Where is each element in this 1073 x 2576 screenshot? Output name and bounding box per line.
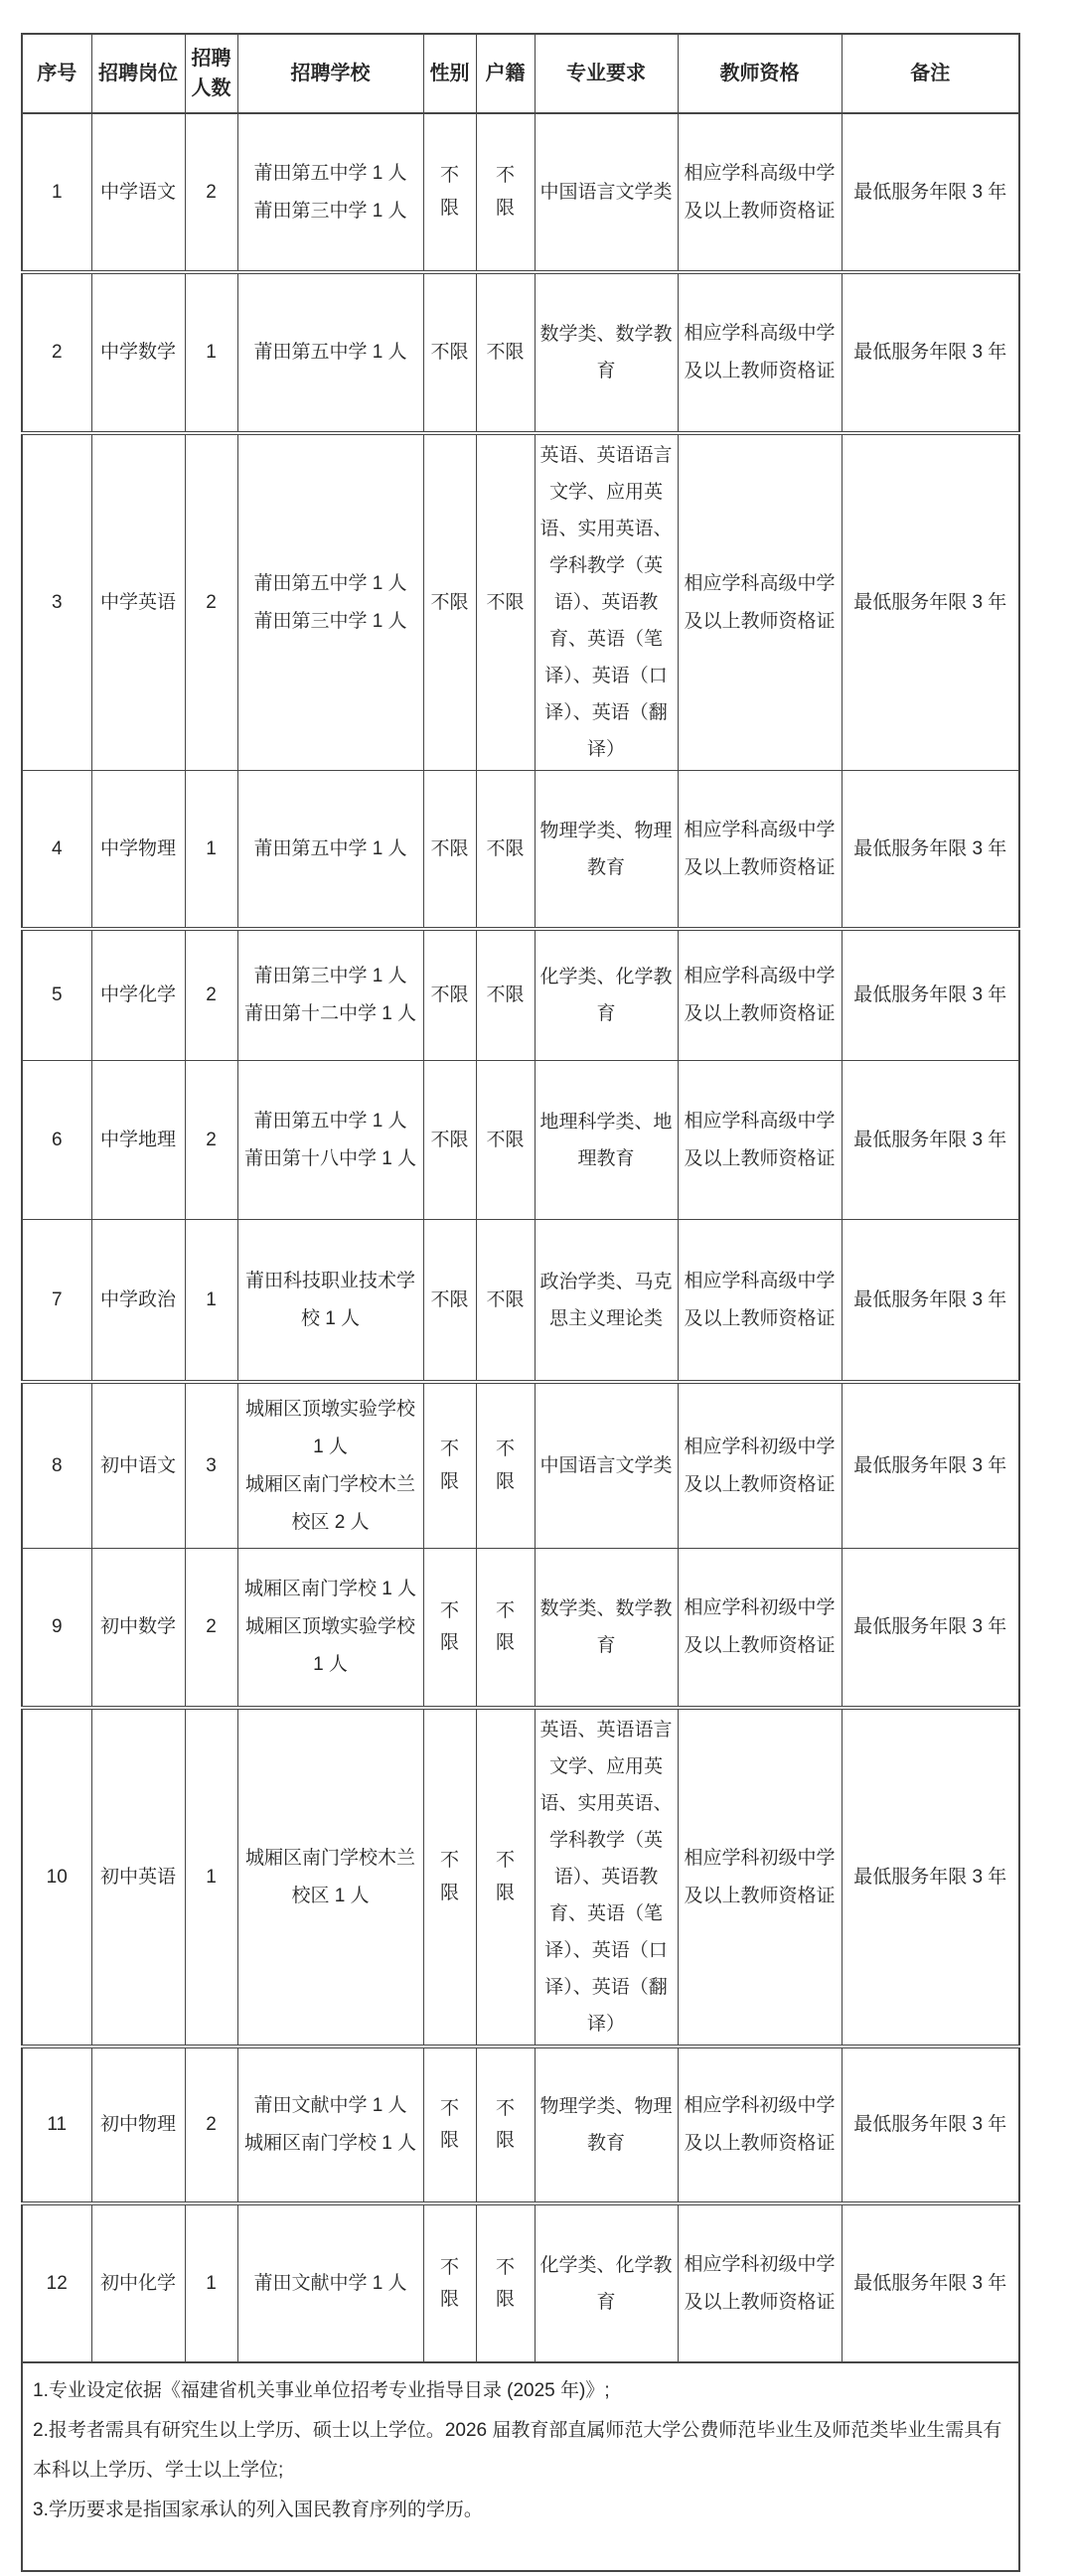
school-line: 莆田文献中学 1 人 xyxy=(253,2272,407,2294)
cell-position: 中学化学 xyxy=(91,929,185,1061)
cell-count: 2 xyxy=(185,1061,237,1220)
cell-schools xyxy=(237,1549,423,1708)
cell-no: 3 xyxy=(22,433,91,771)
table-row xyxy=(22,1382,1019,1549)
cell-schools xyxy=(237,1220,423,1382)
cell-qualification: 相应学科高级中学及以上教师资格证 xyxy=(678,113,842,272)
cell-no: 10 xyxy=(22,1708,91,2046)
cell-note: 最低服务年限 3 年 xyxy=(842,433,1019,771)
school-line: 城厢区顶墩实验学校 1 人 xyxy=(244,1616,415,1676)
footnote-3: 3.学历要求是指国家承认的列入国民教育序列的学历。 xyxy=(33,2500,483,2521)
gender-value: 不限 xyxy=(439,2098,459,2152)
cell-qualification: 相应学科初级中学及以上教师资格证 xyxy=(678,2203,842,2362)
table-row xyxy=(22,1549,1019,1708)
table-row xyxy=(22,929,1019,1061)
cell-note: 最低服务年限 3 年 xyxy=(842,771,1019,929)
column-header-no: 序号 xyxy=(22,34,91,113)
cell-position: 初中物理 xyxy=(91,2046,185,2203)
cell-gender: 不限 xyxy=(423,929,476,1061)
cell-major: 物理学类、物理教育 xyxy=(535,2046,678,2203)
cell-position: 初中数学 xyxy=(91,1549,185,1708)
cell-qualification: 相应学科初级中学及以上教师资格证 xyxy=(678,1382,842,1549)
column-header-gender: 性别 xyxy=(423,34,476,113)
cell-qualification: 相应学科高级中学及以上教师资格证 xyxy=(678,1061,842,1220)
cell-qualification: 相应学科高级中学及以上教师资格证 xyxy=(678,771,842,929)
cell-residence: 不限 xyxy=(476,272,535,433)
cell-note: 最低服务年限 3 年 xyxy=(842,1382,1019,1549)
cell-count: 1 xyxy=(185,272,237,433)
cell-note: 最低服务年限 3 年 xyxy=(842,1708,1019,2046)
gender-value: 不限 xyxy=(439,2256,459,2310)
cell-note: 最低服务年限 3 年 xyxy=(842,1061,1019,1220)
school-line: 城厢区顶墩实验学校 1 人 xyxy=(244,1398,415,1457)
cell-residence: 不限 xyxy=(476,1220,535,1382)
cell-major: 数学类、数学教育 xyxy=(535,1549,678,1708)
cell-major: 中国语言文学类 xyxy=(535,1382,678,1549)
school-line: 莆田第十八中学 1 人 xyxy=(243,1147,417,1169)
cell-position: 初中语文 xyxy=(91,1382,185,1549)
footnote-2: 2.报考者需具有研究生以上学历、硕士以上学位。2026 届教育部直属师范大学公费师范毕业生及师范类毕业生需具有本科以上学历、学士以上学位; xyxy=(33,2420,1002,2482)
cell-position: 中学政治 xyxy=(91,1220,185,1382)
cell-schools xyxy=(237,1382,423,1549)
cell-residence xyxy=(476,1382,535,1549)
cell-no: 6 xyxy=(22,1061,91,1220)
table-row xyxy=(22,272,1019,433)
recruitment-table xyxy=(21,33,1020,2572)
cell-residence xyxy=(476,2203,535,2362)
cell-no: 12 xyxy=(22,2203,91,2362)
cell-major: 化学类、化学教育 xyxy=(535,929,678,1061)
cell-no: 7 xyxy=(22,1220,91,1382)
cell-count: 1 xyxy=(185,1708,237,2046)
cell-position: 中学数学 xyxy=(91,272,185,433)
gender-value: 不限 xyxy=(439,1850,459,1903)
cell-gender xyxy=(423,1549,476,1708)
school-line: 莆田文献中学 1 人 xyxy=(253,2095,407,2117)
cell-residence: 不限 xyxy=(476,433,535,771)
table-row xyxy=(22,433,1019,771)
cell-residence xyxy=(476,1549,535,1708)
cell-schools xyxy=(237,1708,423,2046)
cell-gender: 不限 xyxy=(423,433,476,771)
cell-gender: 不限 xyxy=(423,1061,476,1220)
cell-major: 英语、英语语言文学、应用英语、实用英语、学科教学（英语）、英语教育、英语（笔译）、英语（口译）、英语（翻译） xyxy=(535,433,678,771)
cell-qualification: 相应学科初级中学及以上教师资格证 xyxy=(678,2046,842,2203)
school-line: 莆田第五中学 1 人 xyxy=(253,572,407,594)
cell-count: 2 xyxy=(185,433,237,771)
residence-value: 不限 xyxy=(495,1850,515,1903)
school-line: 城厢区南门学校木兰校区 1 人 xyxy=(244,1847,415,1906)
footnotes-cell xyxy=(22,2362,1019,2571)
residence-value: 不限 xyxy=(495,1599,515,1654)
cell-no: 2 xyxy=(22,272,91,433)
footnotes-row xyxy=(22,2362,1019,2571)
cell-no: 5 xyxy=(22,929,91,1061)
school-line: 城厢区南门学校木兰校区 2 人 xyxy=(244,1473,415,1533)
table-row xyxy=(22,2046,1019,2203)
column-header-note: 备注 xyxy=(842,34,1019,113)
cell-qualification: 相应学科高级中学及以上教师资格证 xyxy=(678,433,842,771)
cell-position: 中学物理 xyxy=(91,771,185,929)
cell-major: 数学类、数学教育 xyxy=(535,272,678,433)
cell-count: 1 xyxy=(185,771,237,929)
cell-position: 初中英语 xyxy=(91,1708,185,2046)
cell-gender: 不限 xyxy=(423,1220,476,1382)
cell-no: 8 xyxy=(22,1382,91,1549)
cell-note: 最低服务年限 3 年 xyxy=(842,929,1019,1061)
cell-residence: 不限 xyxy=(476,771,535,929)
school-line: 莆田第三中学 1 人 xyxy=(253,966,407,987)
cell-schools xyxy=(237,433,423,771)
cell-count: 1 xyxy=(185,1220,237,1382)
school-line: 莆田第十二中学 1 人 xyxy=(243,1003,417,1025)
cell-gender: 不限 xyxy=(423,771,476,929)
footnote-1: 1.专业设定依据《福建省机关事业单位招考专业指导目录 (2025 年)》; xyxy=(33,2380,610,2402)
residence-value: 不限 xyxy=(495,1439,515,1492)
cell-note: 最低服务年限 3 年 xyxy=(842,113,1019,272)
cell-schools xyxy=(237,272,423,433)
school-line: 城厢区南门学校 1 人 xyxy=(243,2133,417,2155)
residence-value: 不限 xyxy=(495,2256,515,2310)
residence-value: 不限 xyxy=(495,2098,515,2152)
cell-position: 中学英语 xyxy=(91,433,185,771)
cell-schools xyxy=(237,2046,423,2203)
cell-note: 最低服务年限 3 年 xyxy=(842,1549,1019,1708)
table-row xyxy=(22,2203,1019,2362)
cell-qualification: 相应学科初级中学及以上教师资格证 xyxy=(678,1549,842,1708)
cell-no: 1 xyxy=(22,113,91,272)
column-header-position: 招聘岗位 xyxy=(91,34,185,113)
cell-gender xyxy=(423,2046,476,2203)
school-line: 莆田第五中学 1 人 xyxy=(253,1110,407,1132)
table-row xyxy=(22,1220,1019,1382)
cell-major: 地理科学类、地理教育 xyxy=(535,1061,678,1220)
cell-major: 中国语言文学类 xyxy=(535,113,678,272)
cell-gender xyxy=(423,2203,476,2362)
cell-no: 4 xyxy=(22,771,91,929)
cell-major: 政治学类、马克思主义理论类 xyxy=(535,1220,678,1382)
cell-qualification: 相应学科初级中学及以上教师资格证 xyxy=(678,1708,842,2046)
residence-value: 不限 xyxy=(495,165,515,219)
cell-qualification: 相应学科高级中学及以上教师资格证 xyxy=(678,272,842,433)
cell-note: 最低服务年限 3 年 xyxy=(842,2046,1019,2203)
cell-gender xyxy=(423,1382,476,1549)
school-line: 莆田第五中学 1 人 xyxy=(253,837,407,859)
cell-note: 最低服务年限 3 年 xyxy=(842,1220,1019,1382)
gender-value: 不限 xyxy=(439,1439,459,1492)
cell-schools xyxy=(237,1061,423,1220)
table-row xyxy=(22,771,1019,929)
school-line: 莆田第五中学 1 人 xyxy=(253,342,407,363)
school-line: 莆田第三中学 1 人 xyxy=(253,200,407,222)
cell-position: 初中化学 xyxy=(91,2203,185,2362)
column-header-major: 专业要求 xyxy=(535,34,678,113)
cell-major: 物理学类、物理教育 xyxy=(535,771,678,929)
column-header-qualification: 教师资格 xyxy=(678,34,842,113)
cell-no: 9 xyxy=(22,1549,91,1708)
school-line: 莆田第三中学 1 人 xyxy=(253,610,407,632)
cell-schools xyxy=(237,113,423,272)
column-header-count: 招聘人数 xyxy=(185,34,237,113)
cell-major: 英语、英语语言文学、应用英语、实用英语、学科教学（英语）、英语教育、英语（笔译）、英语（口译）、英语（翻译） xyxy=(535,1708,678,2046)
cell-residence xyxy=(476,2046,535,2203)
cell-gender xyxy=(423,113,476,272)
cell-count: 3 xyxy=(185,1382,237,1549)
gender-value: 不限 xyxy=(439,1599,459,1654)
cell-residence xyxy=(476,1708,535,2046)
cell-major: 化学类、化学教育 xyxy=(535,2203,678,2362)
cell-note: 最低服务年限 3 年 xyxy=(842,272,1019,433)
cell-schools xyxy=(237,929,423,1061)
cell-residence: 不限 xyxy=(476,1061,535,1220)
cell-no: 11 xyxy=(22,2046,91,2203)
cell-qualification: 相应学科高级中学及以上教师资格证 xyxy=(678,929,842,1061)
cell-note: 最低服务年限 3 年 xyxy=(842,2203,1019,2362)
cell-gender xyxy=(423,1708,476,2046)
cell-schools xyxy=(237,2203,423,2362)
table-row xyxy=(22,113,1019,272)
table-row xyxy=(22,1708,1019,2046)
school-line: 莆田科技职业技术学校 1 人 xyxy=(244,1270,415,1329)
cell-gender: 不限 xyxy=(423,272,476,433)
cell-qualification: 相应学科高级中学及以上教师资格证 xyxy=(678,1220,842,1382)
table-row xyxy=(22,1061,1019,1220)
school-line: 莆田第五中学 1 人 xyxy=(253,162,407,184)
cell-count: 2 xyxy=(185,113,237,272)
column-header-school: 招聘学校 xyxy=(237,34,423,113)
cell-count: 1 xyxy=(185,2203,237,2362)
header-row xyxy=(22,34,1019,113)
column-header-residence: 户籍 xyxy=(476,34,535,113)
cell-count: 2 xyxy=(185,929,237,1061)
cell-residence xyxy=(476,113,535,272)
cell-position: 中学语文 xyxy=(91,113,185,272)
cell-schools xyxy=(237,771,423,929)
cell-position: 中学地理 xyxy=(91,1061,185,1220)
cell-residence: 不限 xyxy=(476,929,535,1061)
school-line: 城厢区南门学校 1 人 xyxy=(243,1579,417,1600)
cell-count: 2 xyxy=(185,2046,237,2203)
gender-value: 不限 xyxy=(439,165,459,219)
cell-count: 2 xyxy=(185,1549,237,1708)
